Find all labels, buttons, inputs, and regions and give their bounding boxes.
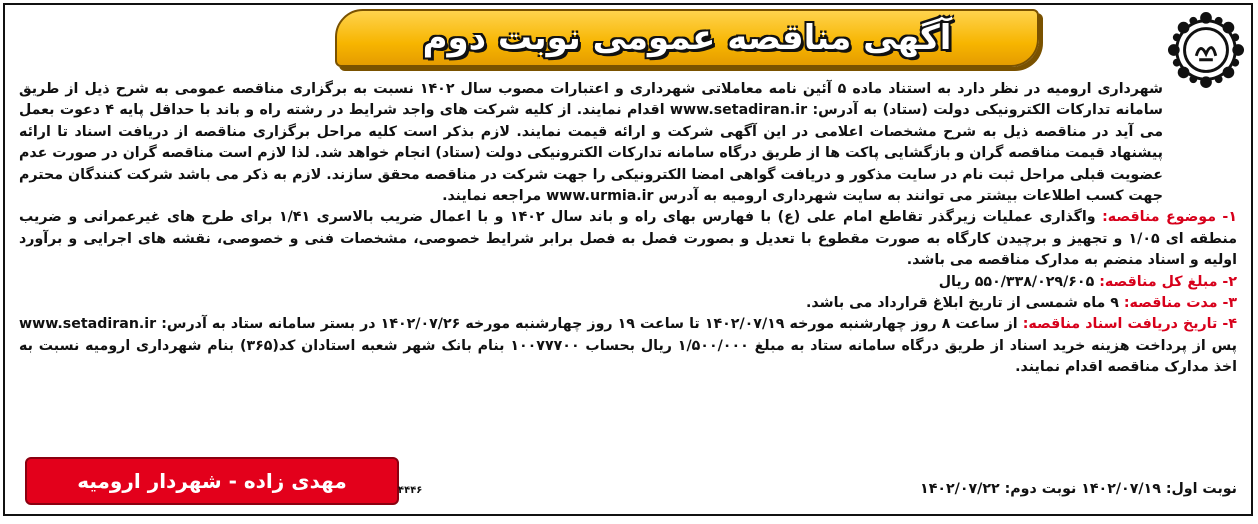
urmia-link[interactable]: www.urmia.ir [546,188,654,205]
tender-notice [3,3,1253,516]
item-documents-text-2: پس از پرداخت هزینه خرید اسناد از طریق درگاه سامانه ستاد به مبلغ ۱/۵۰۰/۰۰۰ ریال بحساب ۱۰۰۷۷۷۰۰ بنام بانک شهر شعبه استادان کد(۳۶۵) بنام شهرداری ارومیه نسبت به اخذ مدارک مناقصه اقدام نمایند. [19,337,1237,376]
item-subject [19,207,1237,271]
item-duration [19,293,1237,314]
intro-text-3: مراجعه نمایند. [442,188,542,205]
item-amount-text: ۵۵۰/۳۳۸/۰۲۹/۶۰۵ ریال [938,273,1095,290]
intro-text-2: اقدام نمایند. از کلیه شرکت های واجد شرایط در رشته راه و باند با حداقل پایه ۴ دعوت بعمل می آید در مناقصه ذیل به شرح مشخصات اعلامی در این آگهی شرکت و ارائه قیمت نمایند. لازم بذکر است کلیه مراحل برگزاری مناقصه از دریافت اسناد تا ارائه پیشنهاد قیمت مناقصه گران و بازگشایی پاکت ها از طریق درگاه سامانه تدارکات الکترونیکی دولت (ستاد) انجام خواهد شد. لذا لازم است مناقصه گران در صورت عدم عضویت قبلی مراحل ثبت نام در سایت مذکور و دریافت گواهی امضا الکترونیکی را جهت شرکت در مناقصه محقق سازند. لازم به ذکر می باشد شرکت کنندگان محترم جهت کسب اطلاعات بیشتر می توانند به سایت شهرداری ارومیه به آدرس [19,102,1163,205]
item-documents-text: از ساعت ۸ روز چهارشنبه مورخه ۱۴۰۲/۰۷/۱۹ تا ساعت ۱۹ روز چهارشنبه مورخه ۱۴۰۲/۰۷/۲۶ در بستر سامانه ستاد به آدرس: [161,316,1018,333]
item-duration-label: ۳- مدت مناقصه: [1123,295,1237,312]
intro-text-1: شهرداری ارومیه در نظر دارد به استناد ماده ۵ آئین نامه معاملاتی شهرداری و اعتبارات مصوب سال ۱۴۰۲ نسبت به برگزاری مناقصه عمومی به شرح ذیل از طریق سامانه تدارکات الکترونیکی دولت (ستاد) به آدرس: [19,81,1163,119]
setadiran-link-2[interactable]: www.setadiran.ir [19,316,157,333]
ad-code: ۴۴۴۶ [398,485,423,496]
item-subject-text: واگذاری عملیات زیرگذر تقاطع امام علی (ع) با فهارس بهای راه و باند سال ۱۴۰۲ و با اعمال ضریب بالاسری ۱/۴۱ برای طرح های غیرعمرانی و ضریب منطقه ای ۱/۰۵ و تجهیز و برچیدن کارگاه به صورت مقطوع با تعدیل و بصورت فصل به فصل برابر شرایط خصوصی، مشخصات فنی و خصوصی، نقشه های اجرایی و برآورد اولیه و اسناد منضم به مدارک مناقصه می باشد. [19,209,1237,269]
signature: مهدی زاده - شهردار ارومیه [77,469,347,493]
item-duration-text: ۹ ماه شمسی از تاریخ ابلاغ قرارداد می باشد. [806,295,1119,312]
notice-body [19,79,1237,379]
item-documents [19,314,1237,378]
signature-box [25,457,399,505]
item-subject-label: ۱- موضوع مناقصه: [1102,209,1237,226]
item-documents-label: ۴- تاریخ دریافت اسناد مناقصه: [1022,316,1237,333]
item-amount-label: ۲- مبلغ کل مناقصه: [1099,273,1237,290]
item-amount [19,272,1237,293]
page-title: آگهی مناقصه عمومی نوبت دوم [422,18,952,58]
urmia-municipality-logo-icon [1167,11,1245,89]
intro-paragraph [19,79,1237,207]
title-banner [335,9,1039,67]
setadiran-link[interactable]: www.setadiran.ir [669,102,808,119]
publication-dates: نوبت اول: ۱۴۰۲/۰۷/۱۹ نوبت دوم: ۱۴۰۲/۰۷/۲۲ [920,481,1237,497]
